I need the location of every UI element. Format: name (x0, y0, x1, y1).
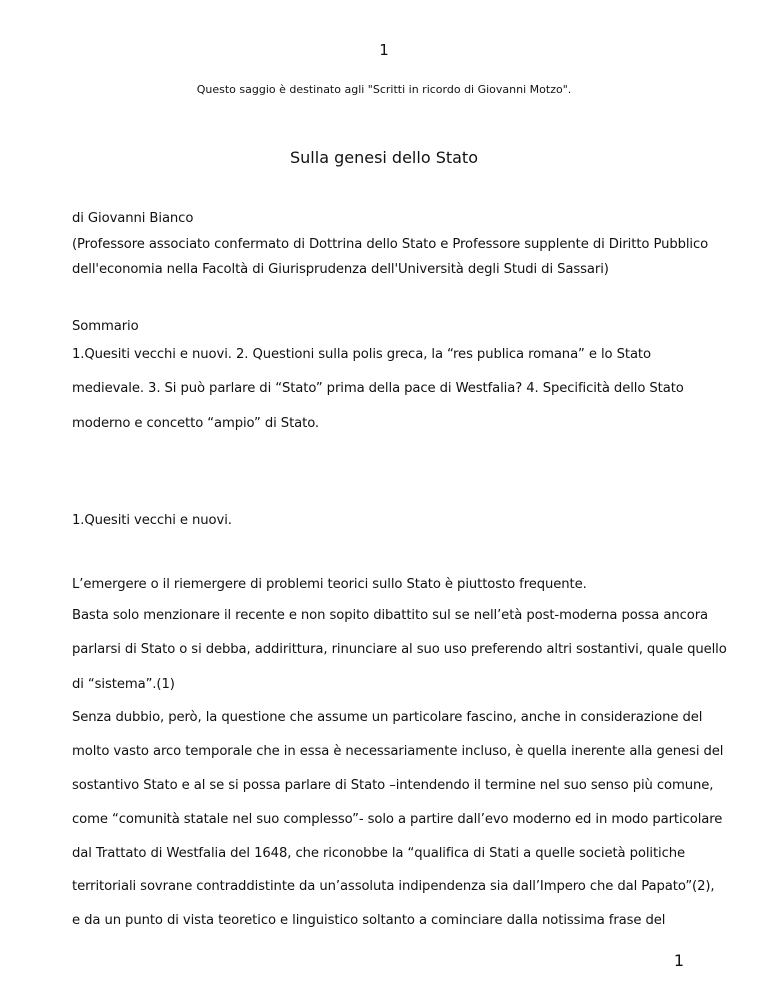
body-line: come “comunità statale nel suo complesso”- solo a partire dall’evo moderno ed in modo particolare (72, 812, 723, 827)
author-affiliation-line: (Professore associato confermato di Dottrina dello Stato e Professore supplente di Diritto Pubblico (72, 237, 709, 252)
body-line: e da un punto di vista teoretico e linguistico soltanto a cominciare dalla notissima frase del (72, 913, 666, 928)
summary-line: medievale. 3. Si può parlare di “Stato” prima della pace di Westfalia? 4. Specificità dello Stato (72, 381, 684, 396)
footer-page-number: 1 (673, 951, 684, 970)
body-line: Senza dubbio, però, la questione che assume un particolare fascino, anche in considerazione del (72, 710, 703, 725)
document-title: Sulla genesi dello Stato (290, 148, 478, 167)
summary-heading: Sommario (72, 319, 139, 334)
author-affiliation-line: dell'economia nella Facoltà di Giurisprudenza dell'Università degli Studi di Sassari) (72, 262, 609, 277)
dedication-note: Questo saggio è destinato agli "Scritti in ricordo di Giovanni Motzo". (196, 83, 572, 96)
body-line: Basta solo menzionare il recente e non sopito dibattito sul se nell’età post-moderna possa ancora (72, 608, 709, 623)
body-line: dal Trattato di Westfalia del 1648, che riconobbe la “qualifica di Stati a quelle società politiche (72, 846, 686, 861)
body-line: parlarsi di Stato o si debba, addirittura, rinunciare al suo uso preferendo altri sostantivi, quale quello (72, 642, 727, 657)
body-line: territoriali sovrane contraddistinte da un’assoluta indipendenza sia dall’Impero che dal Papato”(2), (72, 879, 715, 894)
summary-line: 1.Quesiti vecchi e nuovi. 2. Questioni sulla polis greca, la “res publica romana” e lo Stato (72, 347, 651, 362)
body-line: di “sistema”.(1) (72, 677, 175, 692)
body-line: sostantivo Stato e al se si possa parlare di Stato –intendendo il termine nel suo senso più comune, (72, 778, 714, 793)
author-byline: di Giovanni Bianco (72, 211, 194, 226)
body-line: L’emergere o il riemergere di problemi teorici sullo Stato è piuttosto frequente. (72, 577, 587, 592)
section-heading: 1.Quesiti vecchi e nuovi. (72, 513, 232, 528)
summary-line: moderno e concetto “ampio” di Stato. (72, 416, 320, 431)
body-line: molto vasto arco temporale che in essa è necessariamente incluso, è quella inerente alla genesi del (72, 744, 724, 759)
header-page-number: 1 (379, 41, 389, 59)
